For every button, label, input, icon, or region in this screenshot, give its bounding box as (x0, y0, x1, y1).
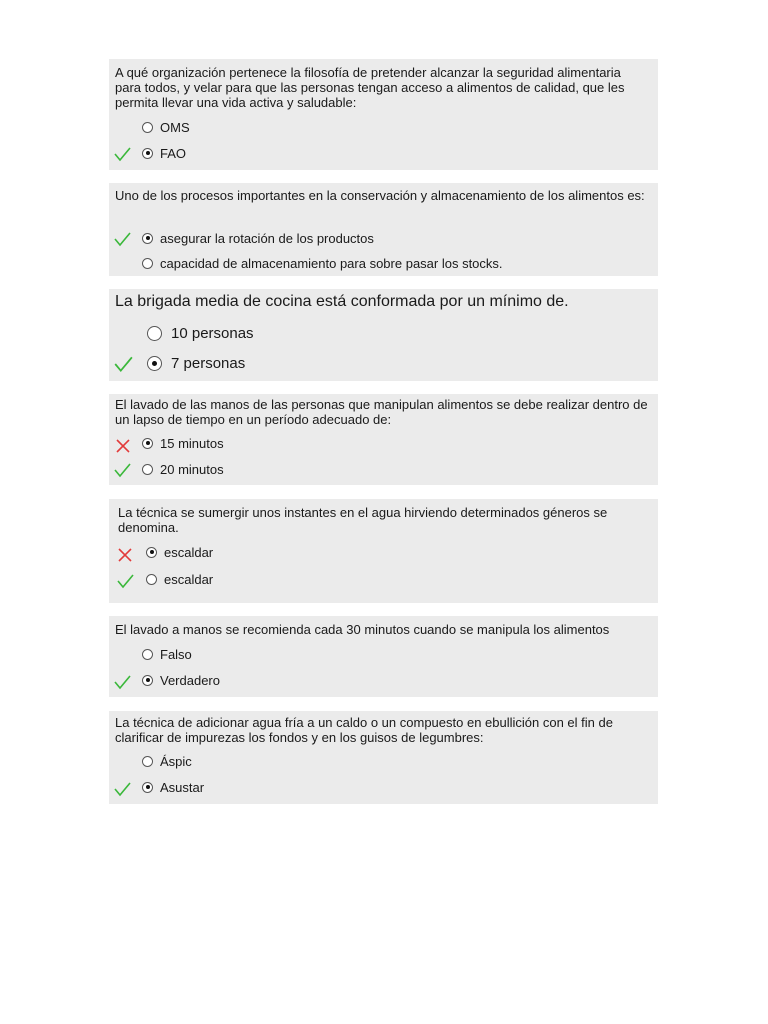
question-card-1 (109, 59, 658, 170)
option-label: OMS (160, 119, 190, 135)
question-card-2 (109, 183, 658, 276)
check-icon (113, 673, 131, 691)
option-label: Verdadero (160, 672, 220, 688)
question-card-4 (109, 394, 658, 485)
option-label: Falso (160, 646, 192, 662)
option-label: 20 minutos (160, 461, 224, 477)
option-label: 15 minutos (160, 435, 224, 451)
check-icon (113, 461, 131, 479)
question-text: A qué organización pertenece la filosofía de pretender alcanzar la seguridad alimentaria para todos, y velar para que las personas tengan acceso a alimentos de calidad, que les permita llevar una vida activa y saludable: (115, 65, 625, 110)
radio-button[interactable] (142, 675, 153, 686)
option-fao[interactable] (142, 143, 186, 163)
radio-button[interactable] (146, 574, 157, 585)
option-label: asegurar la rotación de los productos (160, 230, 374, 246)
question-text: El lavado de las manos de las personas que manipulan alimentos se debe realizar dentro de un lapso de tiempo en un período adecuado de: (115, 397, 648, 427)
question-text: La técnica se sumergir unos instantes en el agua hirviendo determinados géneros se denomina. (118, 505, 608, 535)
option-oms[interactable] (142, 117, 190, 137)
option-verdadero[interactable] (142, 670, 220, 690)
option-label: escaldar (164, 571, 214, 587)
question-card-6 (109, 616, 658, 697)
option-rotacion[interactable] (142, 228, 374, 248)
check-icon (113, 354, 133, 374)
option-15-minutos[interactable] (142, 433, 224, 453)
option-escaldar-2[interactable] (146, 569, 213, 589)
option-label: Áspic (160, 753, 192, 769)
option-label: capacidad de almacenamiento para sobre pasar los stocks. (160, 255, 503, 271)
cross-icon (116, 546, 134, 564)
option-asustar[interactable] (142, 777, 204, 797)
option-label: FAO (160, 145, 187, 161)
radio-button[interactable] (142, 258, 153, 269)
radio-button[interactable] (142, 782, 153, 793)
option-7-personas[interactable] (147, 351, 245, 375)
radio-button[interactable] (142, 233, 153, 244)
question-text: La técnica de adicionar agua fría a un caldo o un compuesto en ebullición con el fin de clarificar de impurezas los fondos y en los guisos de legumbres: (115, 715, 613, 745)
check-icon (113, 780, 131, 798)
question-card-5 (109, 499, 658, 603)
radio-button[interactable] (142, 122, 153, 133)
radio-button[interactable] (147, 356, 162, 371)
check-icon (113, 145, 131, 163)
question-card-7 (109, 711, 658, 804)
radio-button[interactable] (142, 756, 153, 767)
option-label: 7 personas (171, 354, 246, 372)
option-aspic[interactable] (142, 751, 192, 771)
radio-button[interactable] (142, 464, 153, 475)
option-falso[interactable] (142, 644, 192, 664)
radio-button[interactable] (142, 649, 153, 660)
option-escaldar-1[interactable] (146, 542, 213, 562)
option-label: escaldar (164, 544, 214, 560)
option-label: 10 personas (171, 324, 254, 342)
check-icon (116, 572, 134, 590)
question-text: Uno de los procesos importantes en la conservación y almacenamiento de los alimentos es: (115, 188, 645, 203)
check-icon (113, 230, 131, 248)
cross-icon (114, 437, 132, 455)
radio-button[interactable] (146, 547, 157, 558)
radio-button[interactable] (147, 326, 162, 341)
option-20-minutos[interactable] (142, 459, 224, 479)
question-text: El lavado a manos se recomienda cada 30 minutos cuando se manipula los alimentos (115, 622, 610, 637)
question-card-3 (109, 289, 658, 381)
option-label: Asustar (160, 779, 205, 795)
radio-button[interactable] (142, 438, 153, 449)
option-10-personas[interactable] (147, 321, 254, 345)
question-text: La brigada media de cocina está conformada por un mínimo de. (115, 293, 569, 310)
radio-button[interactable] (142, 148, 153, 159)
option-capacidad[interactable] (142, 253, 503, 273)
